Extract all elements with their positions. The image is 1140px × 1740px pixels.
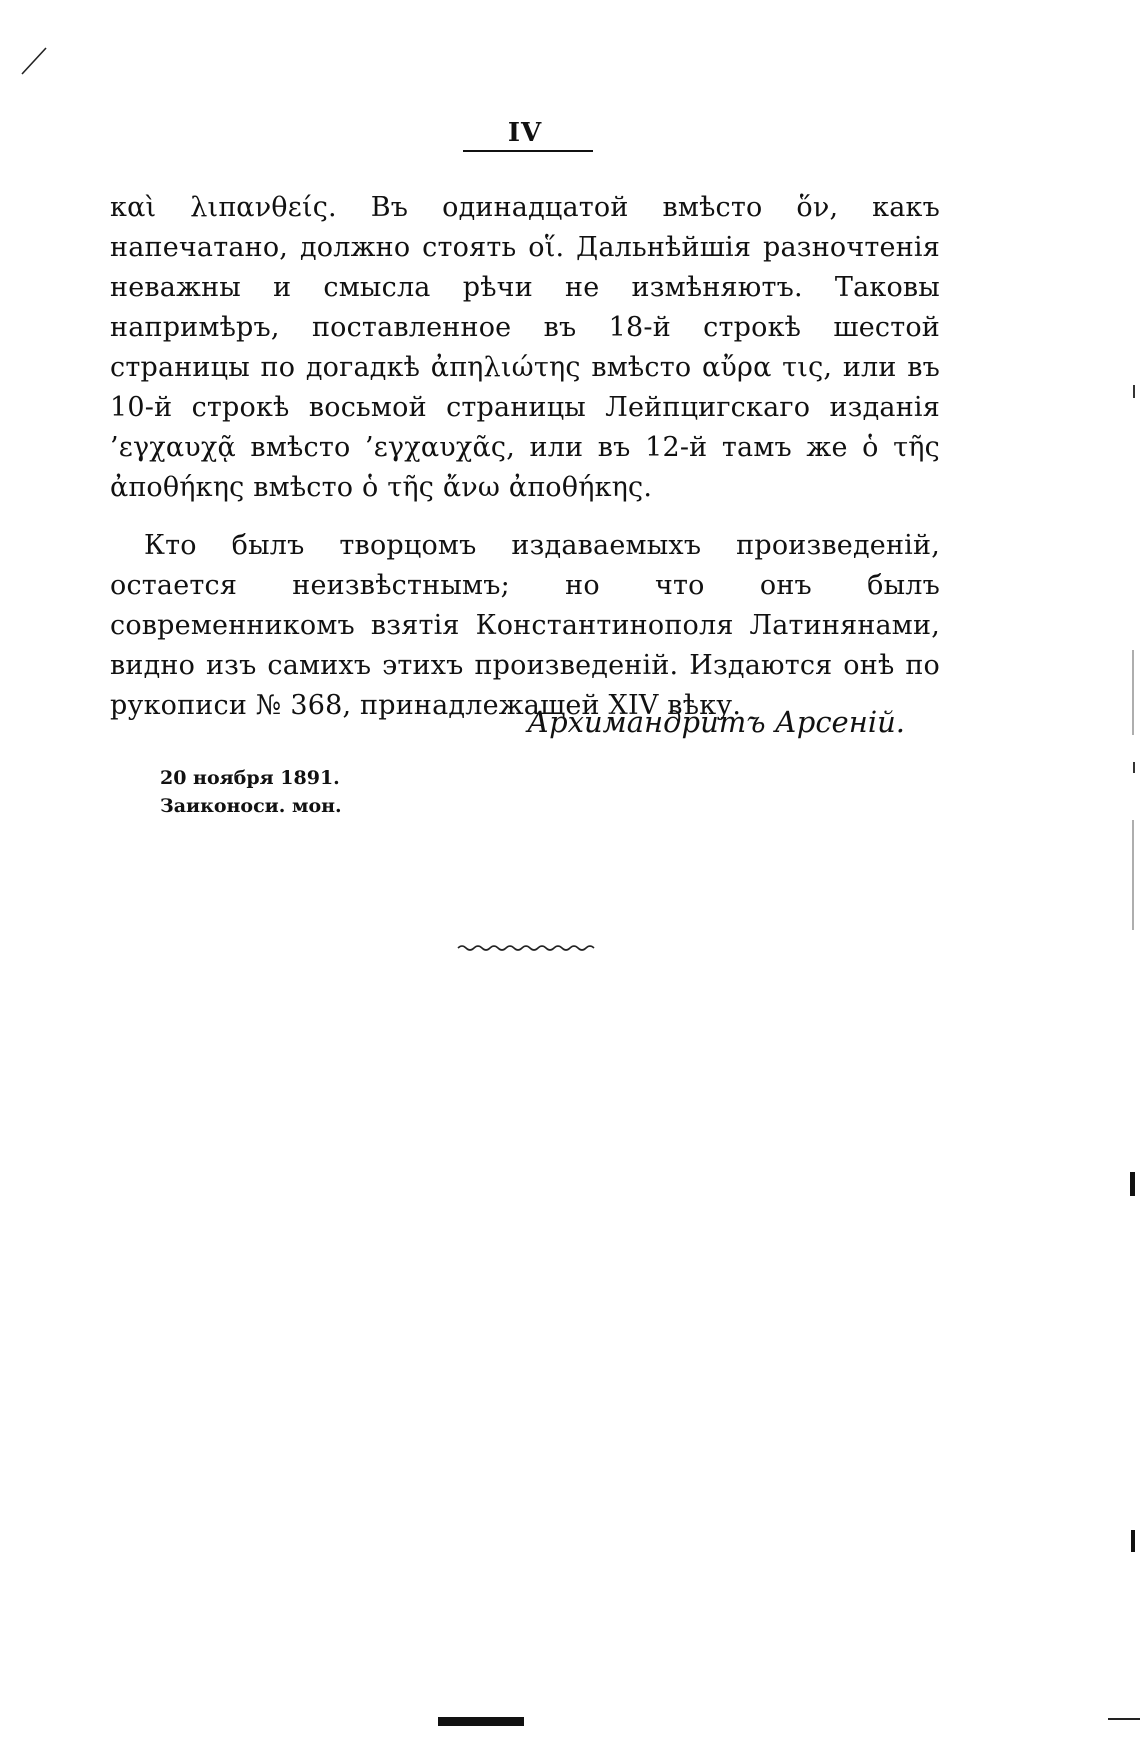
- body-text: [110, 188, 940, 726]
- dateline-date: 20 ноября 1891.: [160, 767, 340, 789]
- pencil-mark: [20, 46, 50, 76]
- page-number: IV: [507, 118, 543, 148]
- paragraph-1: καὶ λιπανθείς. Въ одинадцатой вмѣсто ὅν, какъ напечатано, должно стоять οἵ. Дальнѣйшія разночтенія неважны и смысла рѣчи не измѣняютъ. Таковы напримѣръ, поставленное въ 18-й строкѣ шестой страницы по догадкѣ ἀπηλιώτης вмѣсто αὔρα τις, или въ 10-й строкѣ восьмой страницы Лейпцигскаго изданія ’εγχαυχᾷ вмѣсто ’εγχαυχᾶς, или въ 12-й тамъ же ὁ τῆς ἀποθήκης вмѣсто ὁ τῆς ἄνω ἀποθήκης.: [110, 192, 940, 503]
- scan-edge-marks: [1100, 0, 1140, 1740]
- page-header: [455, 118, 595, 148]
- bottom-scan-bar: [438, 1717, 524, 1726]
- wavy-ornament: [456, 942, 596, 954]
- signature: Архимандритъ Арсеній.: [527, 705, 905, 739]
- paragraph-2: Кто былъ творцомъ издаваемыхъ произведеній, остается неизвѣстнымъ; но что онъ былъ современникомъ взятія Константинополя Латинянами, видно изъ самихъ этихъ произведеній. Издаются онѣ по рукописи № 368, принадлежащей XIV вѣку.: [110, 530, 940, 721]
- header-rule: [463, 150, 593, 152]
- dateline-place: Заиконоси. мон.: [160, 795, 342, 817]
- dateline: [160, 764, 342, 820]
